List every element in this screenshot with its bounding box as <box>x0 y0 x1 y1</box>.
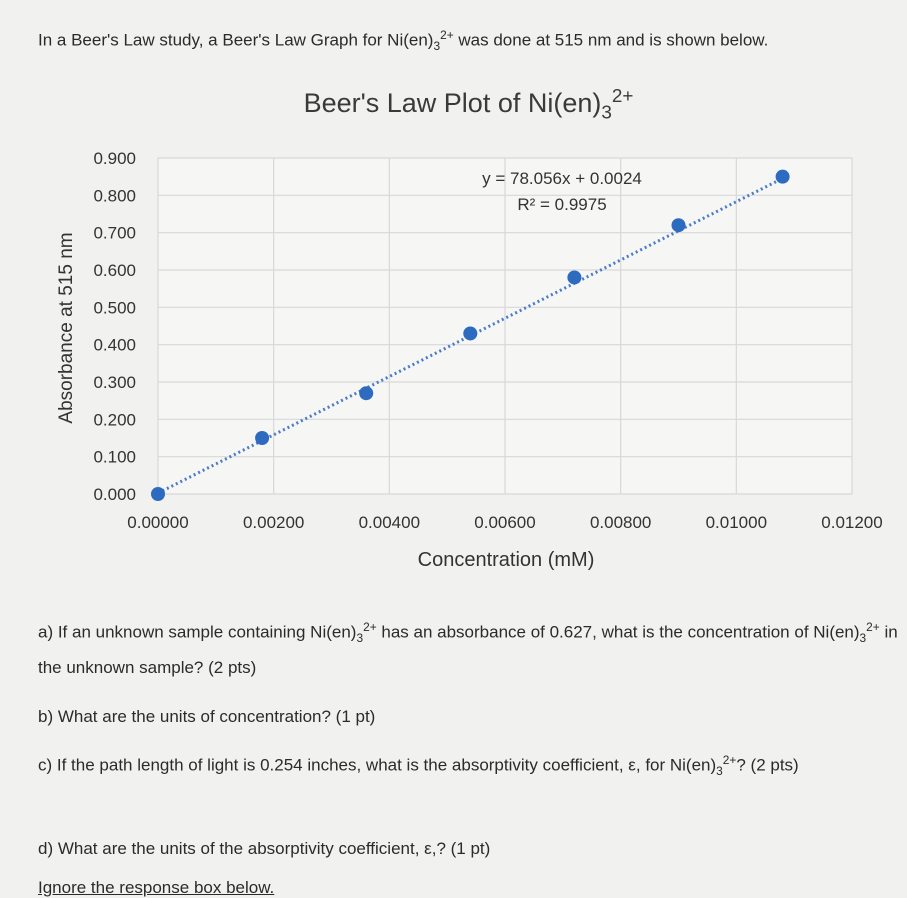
question-a-part1: a) If an unknown sample containing Ni(en) <box>38 622 357 642</box>
question-a-subscript2: 3 <box>859 631 867 646</box>
data-point <box>463 326 477 340</box>
trendline-equation: y = 78.056x + 0.0024 <box>482 169 642 188</box>
question-a <box>38 612 898 683</box>
y-tick-labels <box>93 149 136 504</box>
question-a-superscript2: 2+ <box>866 620 880 634</box>
x-tick-label: 0.00000 <box>127 513 189 532</box>
question-a-part3: in the unknown sample? (2 pts) <box>38 622 898 678</box>
data-point <box>567 270 581 284</box>
y-tick-label: 0.800 <box>93 186 136 206</box>
data-point <box>359 386 373 400</box>
x-tick-label: 0.01000 <box>705 513 768 532</box>
question-d: d) What are the units of the absorptivity coefficient, ε,? (1 pt) <box>38 839 491 858</box>
chart-title-main: Beer's Law Plot of Ni(en) <box>303 88 602 118</box>
data-point <box>151 487 165 501</box>
data-point <box>672 218 686 232</box>
y-axis-label: Absorbance at 515 nm <box>56 232 77 424</box>
x-tick-label: 0.00400 <box>358 513 421 532</box>
x-tick-label: 0.00800 <box>589 513 652 532</box>
intro-subscript: 3 <box>433 39 441 54</box>
question-a-subscript1: 3 <box>356 631 364 646</box>
y-tick-label: 0.000 <box>93 485 136 504</box>
chart-title-superscript: 2+ <box>611 86 634 107</box>
x-axis-label: Concentration (mM) <box>417 549 595 571</box>
question-c-superscript: 2+ <box>722 753 737 767</box>
x-tick-label: 0.00200 <box>242 513 305 532</box>
y-tick-label: 0.100 <box>93 447 136 467</box>
question-c-part1: c) If the path length of light is 0.254 inches, what is the absorptivity coefficient, ε, for Ni(en) <box>38 755 717 775</box>
y-tick-label: 0.700 <box>93 223 136 243</box>
ignore-response-note: Ignore the response box below. <box>38 878 275 897</box>
intro-superscript: 2+ <box>440 28 454 42</box>
intro-after: was done at 515 nm and is shown below. <box>453 30 769 50</box>
data-point <box>255 431 269 445</box>
y-tick-label: 0.600 <box>93 261 136 280</box>
question-c-subscript: 3 <box>716 764 723 779</box>
chart-title-subscript: 3 <box>601 102 612 124</box>
question-a-part2: has an absorbance of 0.627, what is the concentration of Ni(en) <box>376 622 860 642</box>
y-tick-label: 0.200 <box>93 410 136 430</box>
question-c-part2: ? (2 pts) <box>736 755 799 775</box>
y-tick-label: 0.300 <box>93 373 136 392</box>
x-tick-labels <box>127 513 882 532</box>
x-tick-label: 0.01200 <box>821 513 883 532</box>
data-point <box>776 170 790 184</box>
question-c <box>38 745 898 786</box>
x-tick-label: 0.00600 <box>474 513 536 532</box>
y-tick-label: 0.500 <box>93 298 136 318</box>
question-b: b) What are the units of concentration? (1 pt) <box>38 707 376 726</box>
question-a-superscript1: 2+ <box>363 620 377 634</box>
y-tick-label: 0.400 <box>93 335 136 355</box>
intro-before: In a Beer's Law study, a Beer's Law Graph for Ni(en) <box>38 30 434 50</box>
y-tick-label: 0.900 <box>93 149 136 168</box>
r-squared-label: R² = 0.9975 <box>517 195 607 214</box>
